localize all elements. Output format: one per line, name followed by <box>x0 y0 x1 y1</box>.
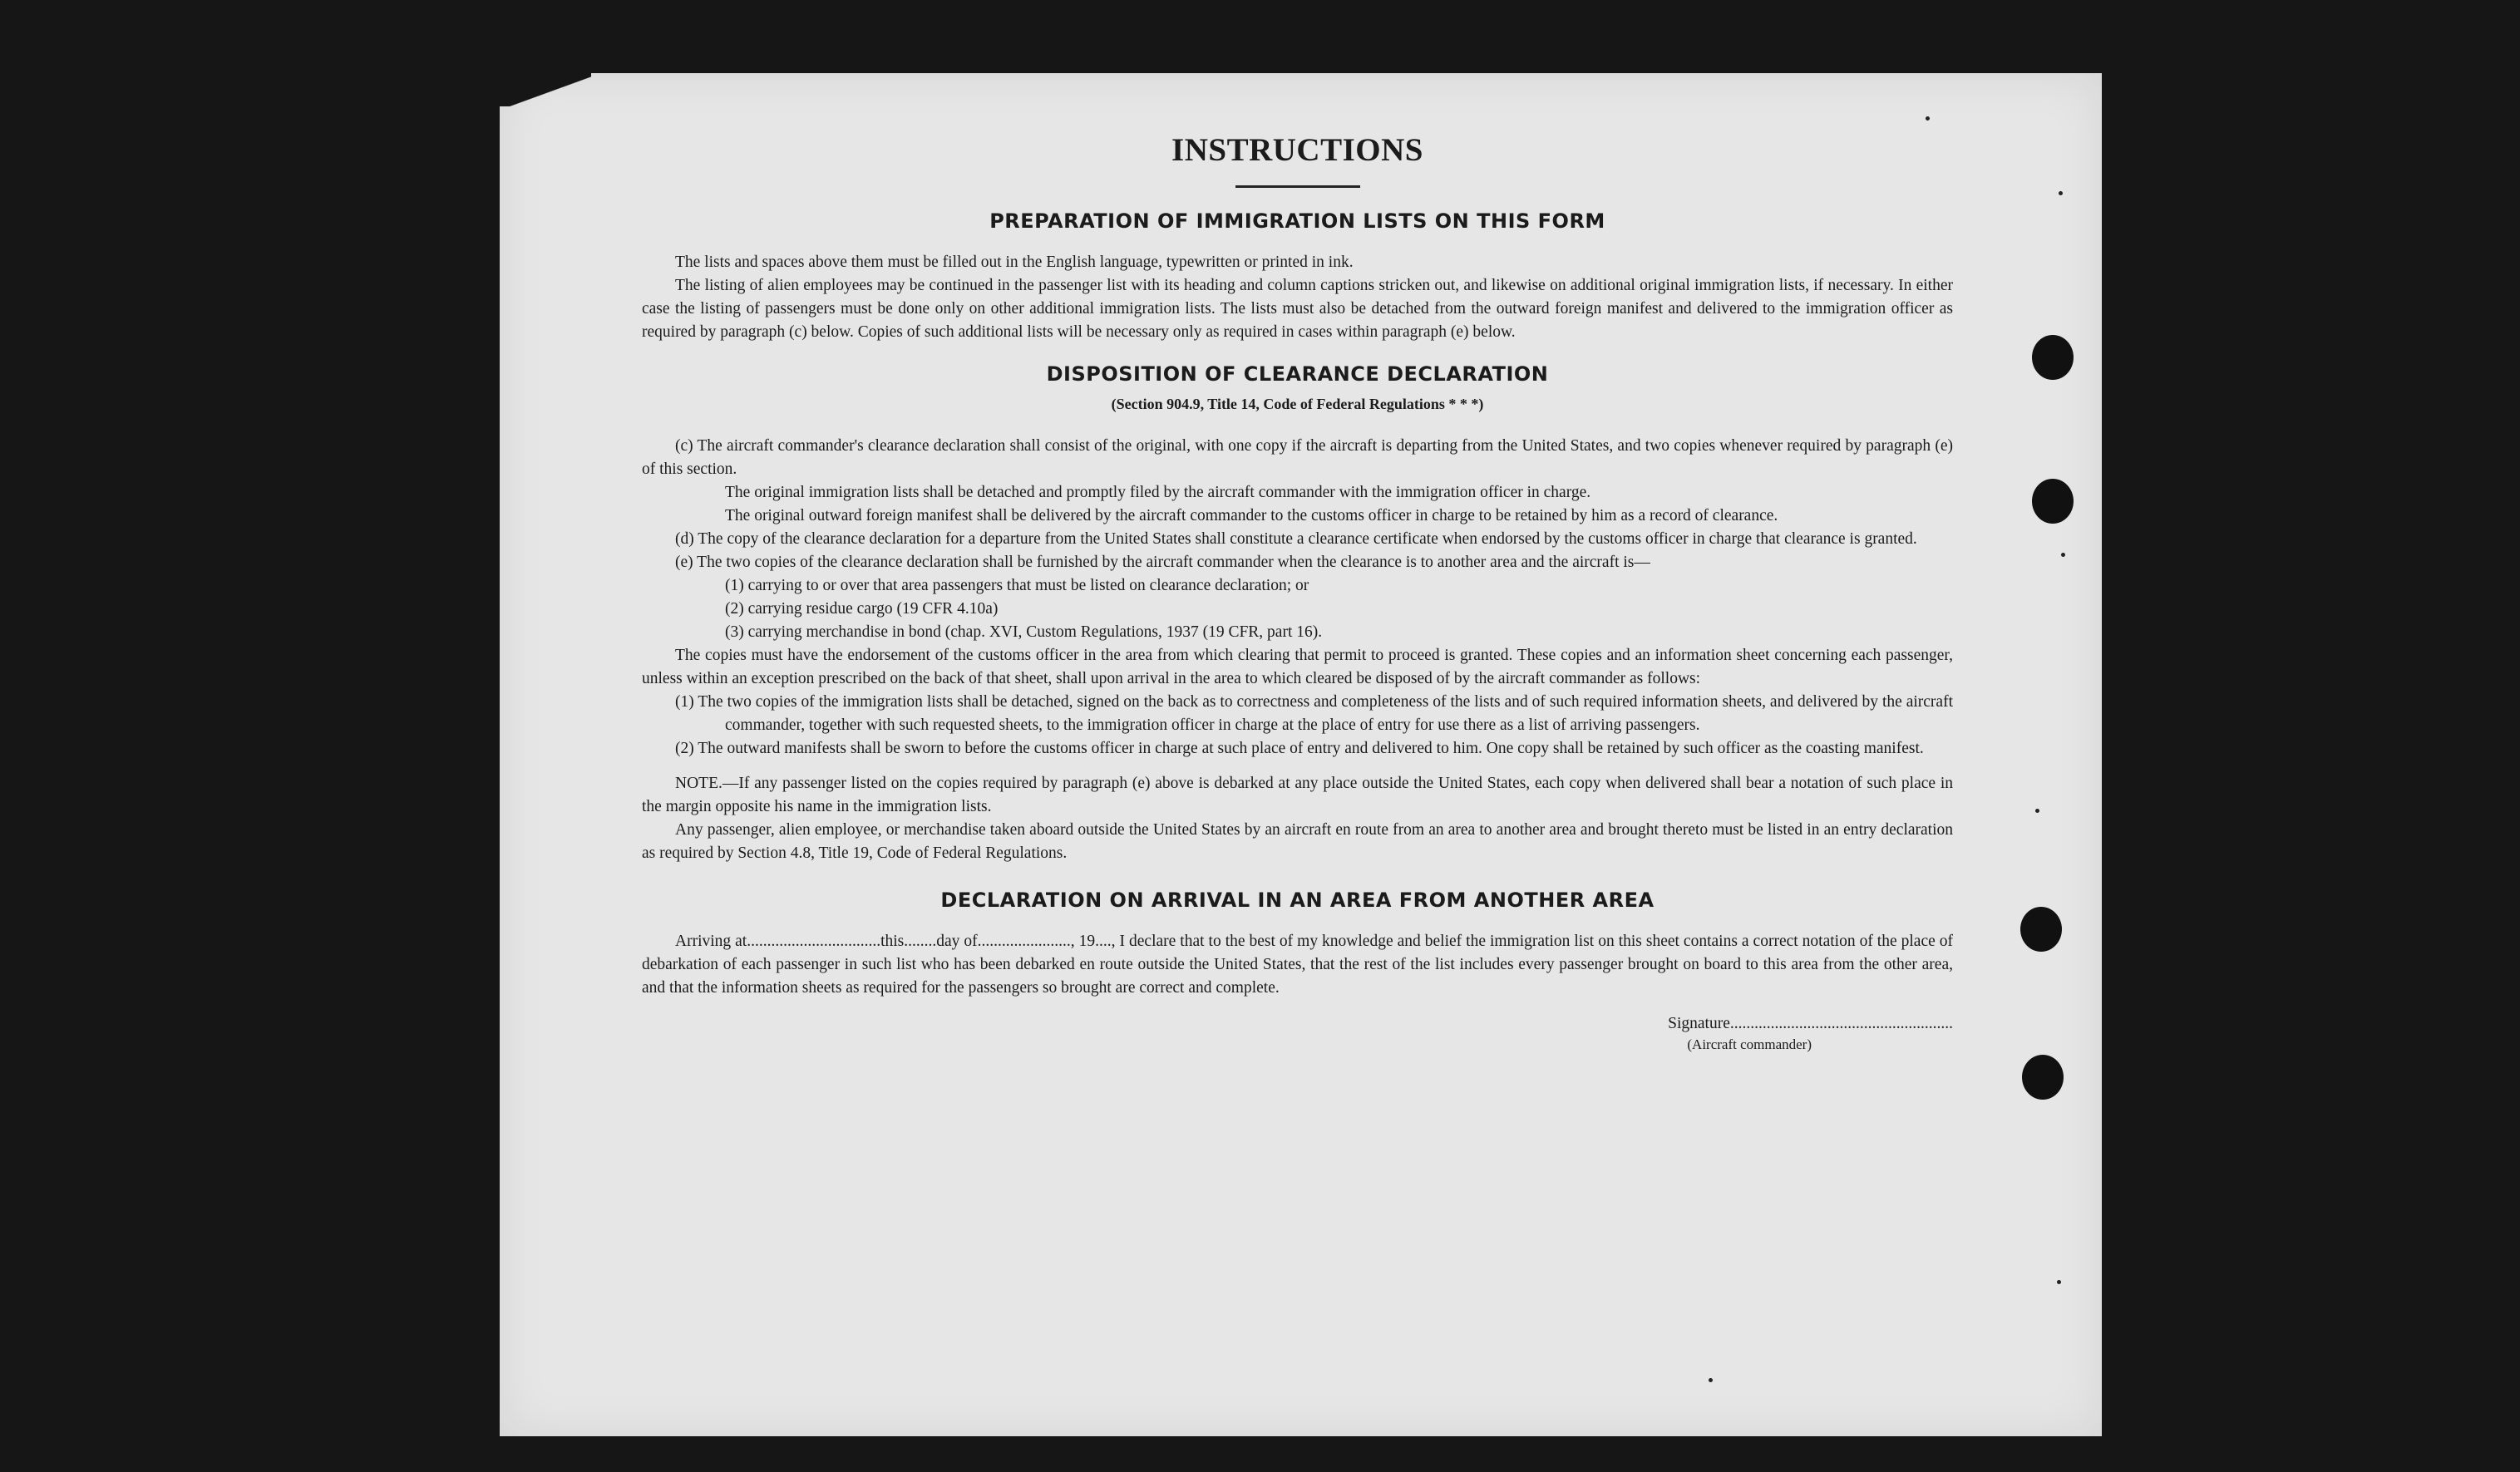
speck <box>2059 191 2063 195</box>
paragraph-any: Any passenger, alien employee, or merchandise taken aboard outside the United States by an aircraft en route from an area to another area and brought thereto must be listed in an entry declaration as required by Section 4.8, Title 19, Code of Federal Regulations. <box>642 821 1953 862</box>
document-page <box>500 73 2102 1436</box>
punch-hole <box>2022 1055 2064 1100</box>
section-heading-disposition: DISPOSITION OF CLEARANCE DECLARATION <box>1046 362 1549 386</box>
punch-hole <box>2020 907 2062 952</box>
paragraph: The lists and spaces above them must be filled out in the English language, typewritten or printed in ink. <box>675 254 1354 271</box>
page-title: INSTRUCTIONS <box>1171 132 1423 168</box>
paragraph-c2: The original immigration lists shall be detached and promptly filed by the aircraft commander with the immigration officer in charge. <box>725 484 1591 501</box>
paragraph-c3: The original outward foreign manifest shall be delivered by the aircraft commander to the customs officer in charge to be retained by him as a record of clearance. <box>725 507 1778 524</box>
paragraph-c: (c) The aircraft commander's clearance declaration shall consist of the original, with one copy if the aircraft is departing from the United States, and two copies whenever required by paragraph (e) of this section. <box>642 437 1953 478</box>
instructions-body <box>642 131 1953 1053</box>
paragraph-e: (e) The two copies of the clearance declaration shall be furnished by the aircraft commander when the clearance is to another area and the aircraft is— <box>675 554 1650 571</box>
list-item: (3) carrying merchandise in bond (chap. XVI, Custom Regulations, 1937 (19 CFR, part 16). <box>725 623 1323 641</box>
list-item: (2) carrying residue cargo (19 CFR 4.10a) <box>725 600 999 618</box>
punch-hole <box>2032 479 2074 524</box>
paragraph-copies: The copies must have the endorsement of the customs officer in the area from which clearing that permit to proceed is granted. These copies and an information sheet concerning each passenger, unless within an exception prescribed on the back of that sheet, shall upon arrival in the area to which cleared be disposed of by the aircraft commander as follows: <box>642 647 1953 687</box>
note-paragraph: NOTE.—If any passenger listed on the copies required by paragraph (e) above is debarked at any place outside the United States, each copy when delivered shall bear a notation of such place in the margin opposite his name in the immigration lists. <box>642 775 1953 815</box>
signature-caption: (Aircraft commander) <box>1687 1036 1812 1052</box>
title-rule <box>1235 185 1360 188</box>
section-subheading: (Section 904.9, Title 14, Code of Federal Regulations * * *) <box>1111 396 1484 412</box>
speck <box>1709 1378 1713 1382</box>
speck <box>2035 809 2039 813</box>
punch-hole <box>2032 335 2074 380</box>
list-item: (2) The outward manifests shall be sworn to before the customs officer in charge at such place of entry and delivered to him. One copy shall be retained by such officer as the coasting manifest. <box>675 740 1924 757</box>
speck <box>1926 116 1930 121</box>
section-heading-declaration: DECLARATION ON ARRIVAL IN AN AREA FROM ANOTHER AREA <box>940 889 1655 912</box>
paragraph-d: (d) The copy of the clearance declaration for a departure from the United States shall constitute a clearance certificate when endorsed by the customs officer in charge that clearance is granted. <box>675 530 1917 548</box>
speck <box>2057 1280 2061 1284</box>
list-item: (1) The two copies of the immigration lists shall be detached, signed on the back as to correctness and completeness of the lists and of such required information sheets, and delivered by the aircraft commander, together with such requested sheets, to the immigration officer in charge at the place of entry for use there as a list of arriving passengers. <box>675 693 1953 734</box>
paragraph: The listing of alien employees may be continued in the passenger list with its heading and column captions stricken out, and likewise on additional original immigration lists, if necessary. In either case the listing of passengers must be done only on other additional immigration lists. The lists must also be detached from the outward foreign manifest and delivered to the immigration officer as required by paragraph (c) below. Copies of such additional lists will be necessary only as required in cases within paragraph (e) below. <box>642 277 1953 341</box>
speck <box>2061 553 2065 557</box>
section-heading-preparation: PREPARATION OF IMMIGRATION LISTS ON THIS FORM <box>989 209 1605 233</box>
declaration-text: Arriving at.................................this........day of......................., 19...., I declare that to the best of my knowledge and belief the immigration list on this sheet contains a correct notation of the place of debarkation of each passenger in such list who has been debarked en route outside the United States, that the rest of the list includes every passenger brought on board to this area from the other area, and that the information sheets as required for the passengers so brought are correct and complete. <box>642 933 1953 997</box>
signature-line: Signature....................................................... <box>1668 1015 1953 1032</box>
list-item: (1) carrying to or over that area passengers that must be listed on clearance declaration; or <box>725 577 1309 594</box>
